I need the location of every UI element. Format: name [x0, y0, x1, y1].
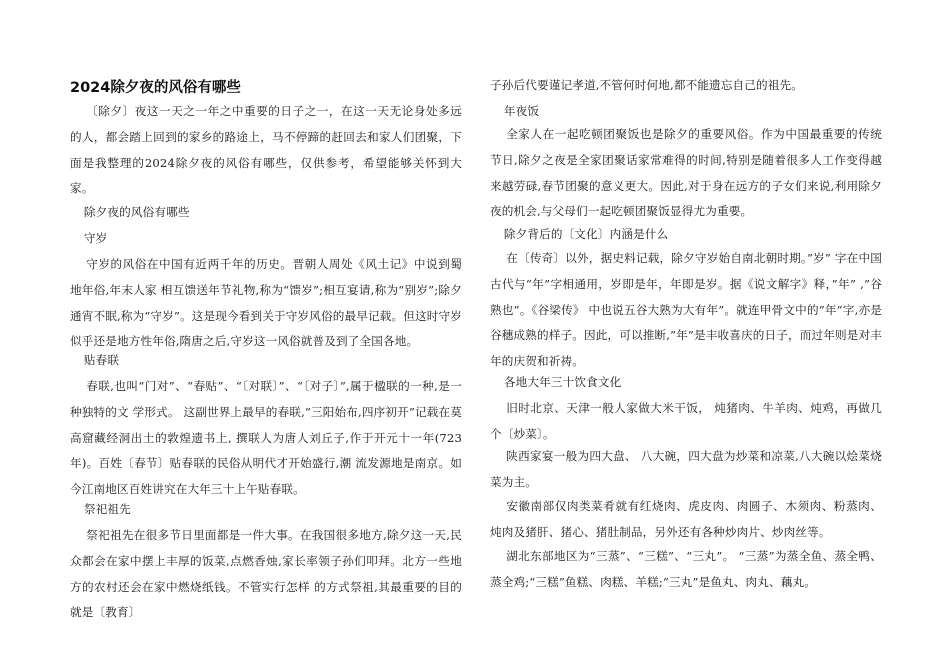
paragraph-nianye: 全家人在一起吃顿团聚饭也是除夕的重要风俗。作为中国最重要的传统节日,除夕之夜是全家团聚话家常难得的时间,特别是随着很多人工作变得越来越劳碌,春节团聚的意义更大。因此,对于身在远方的子女们来说,利用除夕夜的机会,与父母们一起吃顿团聚饭显得尤为重要。	[490, 127, 882, 219]
heading-yinshi: 各地大年三十饮食文化	[503, 375, 622, 389]
paragraph-wenhua: 在〔传奇〕以外，据史料记载，除夕守岁始自南北朝时期。”岁” 字在中国古代与“年”字相通用，岁即是年，年即是岁。据《说文解字》释，”年” ,”谷熟也”。《谷梁传》 中也说五谷大熟为大有年”。就连甲骨文中的”年”字,亦是谷穗成熟的样子。因此，可以推断,”年”是丰收喜庆的日子，而过年则是对丰年的庆贺和祈祷。	[490, 251, 882, 369]
heading-jizu: 祭祀祖先	[83, 502, 131, 516]
paragraph-anhui: 安徽南部仅肉类菜肴就有红烧肉、虎皮肉、肉圆子、木须肉、粉蒸肉、炖肉及猪肝、猪心、猪肚制品，另外还有各种炒肉片、炒肉丝等。	[490, 499, 882, 539]
paragraph-shanxi: 陕西家宴一般为四大盘、 八大碗，四大盘为炒菜和凉菜,八大碗以烩菜烧菜为主。	[490, 449, 882, 489]
paragraph-continued: 子孙后代要谨记孝道,不管何时何地,都不能遗忘自己的祖先。	[490, 78, 804, 92]
document-title: 2024除夕夜的风俗有哪些	[70, 80, 241, 96]
paragraph-chunlian: 春联,也叫“门对”、“春贴”、“〔对联〕”、“〔对子〕”,属于楹联的一种,是一种独特的文 学形式。 这副世界上最早的春联,“三阳始布,四序初开”记载在莫高窟藏经洞出土的敦煌遗书上, 撰联人为唐人刘丘子,作于开元十一年(723年)。百姓〔春节〕贴春联的民俗从明代才开始盛行,潮 流发源地是南京。如今江南地区百姓讲究在大年三十上午贴春联。	[70, 379, 462, 497]
intro-paragraph: 〔除夕〕夜这一天之一年之中重要的日子之一，在这一天无论身处多远的人，都会踏上回到的家乡的路途上，马不停蹄的赶回去和家人们团聚，下面是我整理的2024除夕夜的风俗有哪些，仅供参考，希望能够关怀到大家。	[70, 104, 462, 196]
heading-chunlian: 贴春联	[83, 353, 120, 367]
heading-wenhua: 除夕背后的〔文化〕内涵是什么	[503, 227, 669, 241]
paragraph-hubei: 湖北东部地区为“三蒸”、“三糕”、“三丸”。 “三蒸”为蒸全鱼、蒸全鸭、蒸全鸡;“三糕”鱼糕、肉糕、羊糕;“三丸”是鱼丸、肉丸、藕丸。	[490, 549, 882, 589]
paragraph-beijing: 旧时北京、天津一般人家做大米干饭， 炖猪肉、牛羊肉、炖鸡，再做几个〔炒菜〕。	[490, 401, 882, 441]
paragraph-jizu: 祭祀祖先在很多节日里面都是一件大事。在我国很多地方,除夕这一天,民众都会在家中摆上丰厚的饭菜,点燃香烛,家长率领子孙们叩拜。北方一些地方的农村还会在家中燃烧纸钱。不管实行怎样 的方式祭祖,其最重要的目的就是〔教育〕	[70, 528, 462, 620]
paragraph-shousui: 守岁的风俗在中国有近两千年的历史。晋朝人周处《风土记》中说到蜀地年俗,年末人家 相互馈送年节礼物,称为“馈岁”;相互宴请,称为“别岁”;除夕通宵不眠,称为“守岁”。这是现今看到关于守岁风俗的最早记载。但这时守岁似乎还是地方性年俗,隋唐之后,守岁这一风俗就普及到了全国各地。	[70, 257, 462, 349]
heading-shousui: 守岁	[83, 231, 108, 245]
heading-nianye: 年夜饭	[503, 104, 540, 118]
section-title: 除夕夜的风俗有哪些	[83, 205, 190, 219]
